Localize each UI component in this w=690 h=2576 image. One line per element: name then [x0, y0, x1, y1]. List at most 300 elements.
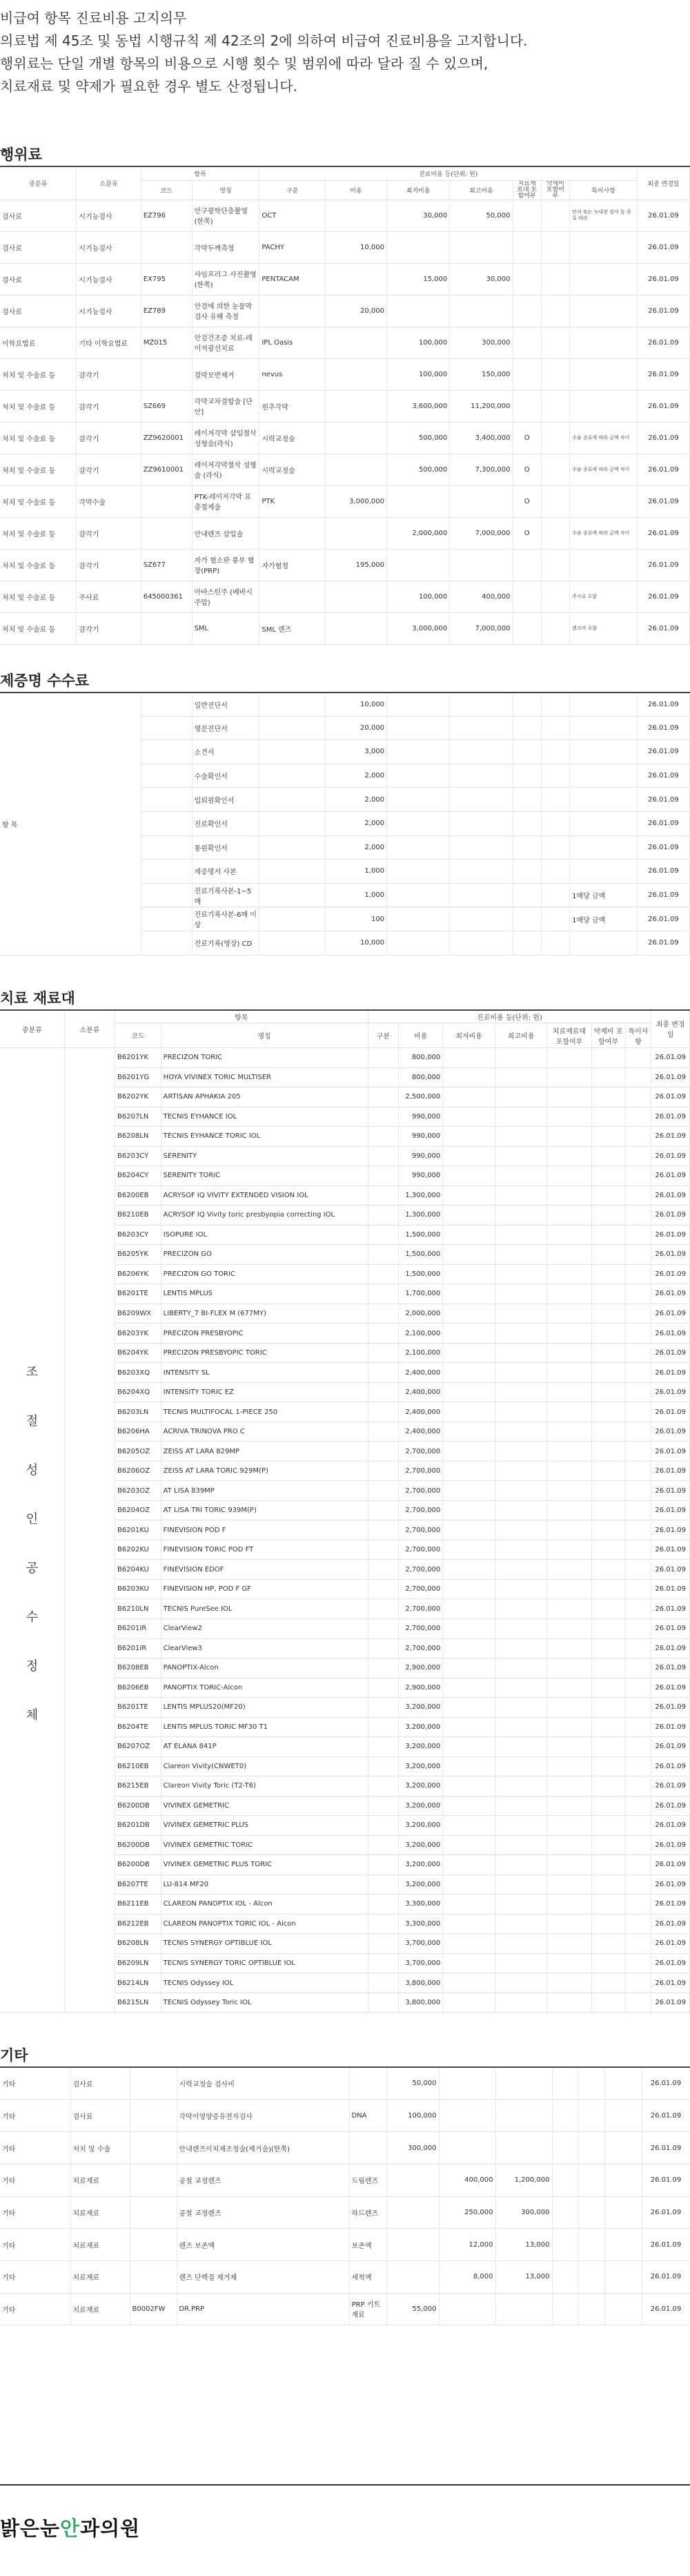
- cell-name: TECNIS Odyssey Toric IOL: [161, 1993, 368, 2013]
- empty-cell: [625, 1264, 651, 1284]
- cell-updated: 26.01.09: [651, 1422, 690, 1442]
- empty-cell: [578, 2260, 604, 2293]
- empty-cell: [443, 1107, 495, 1127]
- cell-name: SML: [192, 612, 259, 644]
- empty-cell: [450, 835, 513, 860]
- cell-name: 안내렌즈 삽입술: [192, 517, 259, 549]
- vertical-label-char: 공: [26, 1561, 39, 1576]
- cell-drug-incl: [541, 358, 569, 390]
- empty-cell: [443, 1756, 495, 1776]
- header-special: 특이사항: [625, 1023, 651, 1048]
- cell-cost: 3,000,000: [325, 485, 386, 517]
- empty-cell: [443, 1737, 495, 1757]
- cell-updated: 26.01.09: [637, 883, 689, 907]
- cell-cost: 195,000: [325, 549, 386, 581]
- cell-updated: 26.01.09: [651, 1146, 690, 1166]
- cell-cost: 2,700,000: [398, 1560, 442, 1580]
- cell-max: 7,000,000: [450, 612, 513, 644]
- header-name: 명칭: [161, 1023, 368, 1048]
- empty-cell: [625, 1127, 651, 1147]
- header-code: 코드: [115, 1023, 161, 1048]
- cell-cost: [325, 390, 386, 422]
- table-row: [0, 231, 690, 263]
- vertical-label-char: 조: [26, 1365, 39, 1380]
- empty-cell: [443, 1067, 495, 1087]
- header-drug-incl: 약제비 포함여부: [541, 180, 569, 200]
- cell-drug-incl: [541, 485, 569, 517]
- cell-major: 기타: [0, 2260, 70, 2293]
- empty-cell: [495, 1875, 547, 1895]
- cell-kind: SML 렌즈: [259, 612, 326, 644]
- empty-cell: [547, 1500, 591, 1520]
- cell-max: 50,000: [450, 200, 513, 231]
- cell-code: B6201IR: [115, 1618, 161, 1638]
- empty-cell: [443, 1875, 495, 1895]
- cell-updated: 26.01.09: [651, 1107, 690, 1127]
- empty-cell: [591, 1087, 625, 1107]
- cell-name: LENTIS MPLUS20(MF20): [161, 1698, 368, 1718]
- cell-special: [570, 231, 638, 263]
- empty-cell: [547, 1579, 591, 1599]
- empty-cell: [625, 1855, 651, 1875]
- cell-minor: 검사료: [70, 2067, 130, 2100]
- empty-cell: [541, 764, 569, 788]
- cell-code: B6204OZ: [115, 1500, 161, 1520]
- empty-cell: [547, 1481, 591, 1501]
- empty-cell: [513, 693, 541, 717]
- empty-cell: [141, 811, 192, 835]
- empty-cell: [443, 1048, 495, 1068]
- empty-cell: [368, 1067, 398, 1087]
- empty-cell: [547, 1835, 591, 1855]
- cell-name: LU-814 MF20: [161, 1875, 368, 1895]
- cell-cost: 2,000: [325, 764, 386, 788]
- cell-mat-incl: [513, 390, 541, 422]
- empty-cell: [547, 1382, 591, 1402]
- empty-cell: [625, 1993, 651, 2013]
- cell-cost: 1,500,000: [398, 1245, 442, 1265]
- empty-cell: [495, 1973, 547, 1993]
- clinic-logo[interactable]: [0, 2513, 140, 2541]
- empty-cell: [495, 1579, 547, 1599]
- cell-major: 처치 및 수술료 등: [0, 485, 77, 517]
- cell-mat-incl: [513, 200, 541, 231]
- empty-cell: [387, 716, 450, 740]
- cell-code: EZ796: [141, 200, 192, 231]
- cell-name: 아바스틴주 (베바시주맙): [192, 581, 259, 612]
- cell-updated: 26.01.09: [642, 2100, 690, 2132]
- empty-cell: [625, 1560, 651, 1580]
- header-max: 최고비용: [495, 1023, 547, 1048]
- empty-cell: [368, 1402, 398, 1422]
- empty-cell: [450, 883, 513, 907]
- cell-cost: 3,200,000: [398, 1835, 442, 1855]
- empty-cell: [443, 1225, 495, 1245]
- cell-cost: 2,400,000: [398, 1363, 442, 1383]
- cell-cost: 2,700,000: [398, 1579, 442, 1599]
- cell-major: 기타: [0, 2100, 70, 2132]
- cell-cost: [325, 612, 386, 644]
- empty-cell: [495, 1087, 547, 1107]
- empty-cell: [443, 1993, 495, 2013]
- cell-kind: [259, 581, 326, 612]
- empty-cell: [578, 2067, 604, 2100]
- cell-cost: 3,200,000: [398, 1698, 442, 1718]
- header-item: 항목: [115, 1010, 368, 1023]
- empty-cell: [495, 1343, 547, 1363]
- empty-cell: [541, 740, 569, 764]
- empty-cell: [495, 1756, 547, 1776]
- empty-cell: [547, 1540, 591, 1560]
- empty-cell: [591, 1658, 625, 1678]
- cell-min: 100,000: [387, 327, 450, 358]
- cell-updated: 26.01.09: [651, 1461, 690, 1481]
- empty-cell: [495, 1678, 547, 1698]
- empty-cell: [443, 1127, 495, 1147]
- empty-cell: [259, 740, 326, 764]
- cell-min: 8,000: [439, 2260, 495, 2293]
- cell-major: 처치 및 수술료 등: [0, 390, 77, 422]
- header-minor: 소분류: [77, 166, 141, 200]
- cell-updated: 26.01.09: [651, 1087, 690, 1107]
- empty-cell: [495, 1107, 547, 1127]
- cell-cost: [325, 358, 386, 390]
- empty-cell: [625, 1599, 651, 1619]
- cell-kind: 보존액: [349, 2229, 386, 2261]
- empty-cell: [552, 2293, 578, 2325]
- cell-mat-incl: O: [513, 517, 541, 549]
- empty-cell: [625, 1678, 651, 1698]
- cell-code: [141, 358, 192, 390]
- cell-name: 진료기록사본-6매 이상: [192, 907, 259, 931]
- cell-name: TECNIS SYNERGY TORIC OPTIBLUE IOL: [161, 1953, 368, 1973]
- empty-cell: [368, 1993, 398, 2013]
- cell-updated: 26.01.09: [651, 1914, 690, 1934]
- cell-special: 안저 또는 녹내장 검사 동 종류 따라: [570, 200, 638, 231]
- cell-cost: 990,000: [398, 1127, 442, 1147]
- cell-kind: 자가혈청: [259, 549, 326, 581]
- cell-cost: 2,700,000: [398, 1442, 442, 1462]
- empty-cell: [591, 1737, 625, 1757]
- empty-cell: [541, 811, 569, 835]
- empty-cell: [495, 1442, 547, 1462]
- cell-special: 렌즈비 포함: [570, 612, 638, 644]
- empty-cell: [495, 1599, 547, 1619]
- cell-max: [495, 2132, 552, 2165]
- vertical-label-char: 정: [26, 1659, 39, 1674]
- cell-updated: 26.01.09: [651, 1599, 690, 1619]
- cell-cost: 50,000: [386, 2067, 439, 2100]
- cell-cost: 1,500,000: [398, 1264, 442, 1284]
- empty-cell: [547, 1284, 591, 1304]
- empty-cell: [495, 1993, 547, 2013]
- empty-cell: [547, 1107, 591, 1127]
- empty-cell: [495, 1245, 547, 1265]
- cell-updated: 26.01.09: [651, 1875, 690, 1895]
- cell-cost: [325, 517, 386, 549]
- empty-cell: [495, 1382, 547, 1402]
- cell-max: [450, 549, 513, 581]
- empty-cell: [443, 1363, 495, 1383]
- cell-updated: 26.01.09: [651, 1402, 690, 1422]
- cell-major: 처치 및 수술료 등: [0, 517, 77, 549]
- empty-cell: [591, 1973, 625, 1993]
- cell-name: 안내렌즈이치제조정술(제거술)(한쪽): [177, 2132, 349, 2165]
- empty-cell: [368, 1363, 398, 1383]
- empty-cell: [259, 764, 326, 788]
- cell-updated: 26.01.09: [637, 200, 689, 231]
- empty-cell: [443, 1520, 495, 1540]
- cell-min: [387, 549, 450, 581]
- empty-cell: [495, 1618, 547, 1638]
- cell-max: 11,200,000: [450, 390, 513, 422]
- table-row: [0, 2132, 690, 2165]
- cell-name: 각막두께측정: [192, 231, 259, 263]
- empty-cell: [450, 811, 513, 835]
- cell-special: [570, 764, 638, 788]
- cell-min: [387, 231, 450, 263]
- empty-cell: [578, 2229, 604, 2261]
- cell-name: 공철 교정렌즈: [177, 2196, 349, 2229]
- empty-cell: [547, 1816, 591, 1836]
- empty-cell: [625, 1934, 651, 1954]
- cell-updated: 26.01.09: [651, 1520, 690, 1540]
- cell-kind: 시력교정술: [259, 422, 326, 454]
- cell-mat-incl: [513, 358, 541, 390]
- cell-major: 처치 및 수술료 등: [0, 358, 77, 390]
- empty-cell: [625, 1895, 651, 1915]
- empty-cell: [591, 1993, 625, 2013]
- empty-cell: [259, 716, 326, 740]
- empty-cell: [443, 1304, 495, 1324]
- header-kind: 구분: [368, 1023, 398, 1048]
- empty-cell: [495, 1264, 547, 1284]
- header-mat-incl: 치료재료대 포함여부: [547, 1023, 591, 1048]
- empty-cell: [552, 2067, 578, 2100]
- cell-code: B6205YK: [115, 1245, 161, 1265]
- cell-mat-incl: [513, 612, 541, 644]
- cell-drug-incl: [541, 549, 569, 581]
- cell-cost: 3,200,000: [398, 1855, 442, 1875]
- cell-updated: 26.01.09: [637, 931, 689, 955]
- header-updated: 최종 변경일: [651, 1010, 690, 1048]
- empty-cell: [495, 1895, 547, 1915]
- cell-code: B0002FW: [130, 2293, 177, 2325]
- cell-cost: 2,000: [325, 835, 386, 860]
- cell-updated: 26.01.09: [637, 231, 689, 263]
- cell-name: INTENSITY SL: [161, 1363, 368, 1383]
- empty-cell: [495, 1540, 547, 1560]
- empty-cell: [443, 1146, 495, 1166]
- cell-cost: 10,000: [325, 931, 386, 955]
- section-title-haengwi: 행위료: [0, 146, 42, 163]
- empty-cell: [443, 1442, 495, 1462]
- cell-special: [570, 390, 638, 422]
- cell-min: [439, 2132, 495, 2165]
- empty-cell: [591, 1934, 625, 1954]
- cell-max: 13,000: [495, 2229, 552, 2261]
- cell-code: B6210LN: [115, 1599, 161, 1619]
- cell-updated: 26.01.09: [651, 1225, 690, 1245]
- empty-cell: [259, 835, 326, 860]
- empty-cell: [625, 1658, 651, 1678]
- empty-cell: [591, 1560, 625, 1580]
- cell-code: B6214LN: [115, 1973, 161, 1993]
- cell-major: 처치 및 수술료 등: [0, 454, 77, 485]
- cell-name: ClearView3: [161, 1638, 368, 1658]
- empty-cell: [625, 1461, 651, 1481]
- cell-name: ZEISS AT LARA TORIC 929M(P): [161, 1461, 368, 1481]
- cell-code: [141, 485, 192, 517]
- empty-cell: [547, 1934, 591, 1954]
- cell-mat-incl: O: [513, 422, 541, 454]
- etc-table: [0, 2066, 690, 2325]
- empty-cell: [368, 1245, 398, 1265]
- header-major: 중분류: [0, 1010, 64, 1048]
- cell-updated: 26.01.09: [637, 454, 689, 485]
- cell-updated: 26.01.09: [651, 1678, 690, 1698]
- materials-minor-cell: [64, 1048, 115, 2013]
- empty-cell: [591, 1402, 625, 1422]
- empty-cell: [368, 1422, 398, 1442]
- cell-drug-incl: [541, 422, 569, 454]
- empty-cell: [368, 1579, 398, 1599]
- empty-cell: [443, 1895, 495, 1915]
- cell-code: B6206OZ: [115, 1461, 161, 1481]
- empty-cell: [368, 1658, 398, 1678]
- cell-cost: 2,000: [325, 811, 386, 835]
- cell-name: ACRYSOF IQ VIVITY EXTENDED VISION IOL: [161, 1185, 368, 1205]
- intro-line: 비급여 항목 진료비용 고지의무: [0, 10, 187, 26]
- empty-cell: [368, 1185, 398, 1205]
- header-cost: 비용: [398, 1023, 442, 1048]
- empty-cell: [591, 1579, 625, 1599]
- empty-cell: [547, 1324, 591, 1344]
- cell-updated: 26.01.09: [637, 612, 689, 644]
- cell-max: [495, 2100, 552, 2132]
- header-mat-incl: 치료재료대 포함여부: [513, 180, 541, 200]
- cell-name: ARTISAN APHAKIA 205: [161, 1087, 368, 1107]
- empty-cell: [450, 764, 513, 788]
- cell-cost: [325, 454, 386, 485]
- cell-name: LENTIS MPLUS: [161, 1284, 368, 1304]
- cell-kind: 원추각막: [259, 390, 326, 422]
- empty-cell: [591, 1048, 625, 1068]
- cell-special: 수술 종류에 따라 금액 차이: [570, 422, 638, 454]
- empty-cell: [604, 2229, 642, 2261]
- header-special: 특이사항: [570, 180, 638, 200]
- cell-drug-incl: [541, 612, 569, 644]
- empty-cell: [368, 1756, 398, 1776]
- cell-code: B6212EB: [115, 1914, 161, 1934]
- cell-updated: 26.01.09: [651, 1658, 690, 1678]
- cell-minor: 감각기: [77, 390, 141, 422]
- vertical-label-char: 인: [26, 1512, 39, 1527]
- cell-max: 400,000: [450, 581, 513, 612]
- empty-cell: [625, 1087, 651, 1107]
- section-title-cert: 제증명 수수료: [0, 672, 90, 689]
- cell-cost: 10,000: [325, 693, 386, 717]
- cell-special: [570, 788, 638, 812]
- empty-cell: [547, 1895, 591, 1915]
- empty-cell: [552, 2229, 578, 2261]
- empty-cell: [625, 1146, 651, 1166]
- cell-name: PTK-레이저각막 표층절제술: [192, 485, 259, 517]
- empty-cell: [443, 1540, 495, 1560]
- cell-cost: 55,000: [386, 2293, 439, 2325]
- header-name: 명칭: [192, 180, 259, 200]
- cell-cost: 3,300,000: [398, 1914, 442, 1934]
- cell-updated: 26.01.09: [651, 1343, 690, 1363]
- empty-cell: [591, 1382, 625, 1402]
- empty-cell: [625, 1500, 651, 1520]
- empty-cell: [450, 716, 513, 740]
- empty-cell: [141, 788, 192, 812]
- empty-cell: [591, 1343, 625, 1363]
- cell-name: TECNIS EYHANCE IOL: [161, 1107, 368, 1127]
- empty-cell: [495, 1717, 547, 1737]
- cell-drug-incl: [541, 581, 569, 612]
- cell-name: ClearView2: [161, 1618, 368, 1638]
- cell-updated: 26.01.09: [637, 811, 689, 835]
- empty-cell: [591, 1855, 625, 1875]
- intro-line: 치료재료 및 약제가 필요한 경우 별도 산정됩니다.: [0, 78, 297, 95]
- header-cost-group: 진료비용 등(단위: 원): [368, 1010, 651, 1023]
- cell-code: B6201DB: [115, 1816, 161, 1836]
- cell-cost: 2,000,000: [398, 1304, 442, 1324]
- empty-cell: [450, 860, 513, 884]
- empty-cell: [141, 931, 192, 955]
- cell-updated: 26.01.09: [651, 1324, 690, 1344]
- cell-name: ACRIVA TRINOVA PRO C: [161, 1422, 368, 1442]
- cell-mat-incl: [513, 549, 541, 581]
- empty-cell: [495, 1127, 547, 1147]
- cell-code: B6207LN: [115, 1107, 161, 1127]
- cell-updated: 26.01.09: [651, 1442, 690, 1462]
- cell-minor: 시기능검사: [77, 200, 141, 231]
- cell-code: [130, 2132, 177, 2165]
- footer-divider: [0, 2484, 690, 2486]
- empty-cell: [368, 1205, 398, 1226]
- cell-name: ACRYSOF IQ Vivity toric presbyopia correcting IOL: [161, 1205, 368, 1226]
- cell-code: B6203KU: [115, 1579, 161, 1599]
- cell-kind: [259, 295, 326, 327]
- cell-updated: 26.01.09: [637, 716, 689, 740]
- empty-cell: [591, 1107, 625, 1127]
- cell-drug-incl: [541, 454, 569, 485]
- empty-cell: [591, 1324, 625, 1344]
- empty-cell: [513, 883, 541, 907]
- cell-cost: 100: [325, 907, 386, 931]
- cell-cost: 990,000: [398, 1166, 442, 1186]
- cell-name: LIBERTY_7 BI-FLEX M (677MY): [161, 1304, 368, 1324]
- cell-cost: 3,200,000: [398, 1756, 442, 1776]
- cell-code: B6204KU: [115, 1560, 161, 1580]
- cell-cost: 3,800,000: [398, 1973, 442, 1993]
- cell-name: 시력교정술 검사비: [177, 2067, 349, 2100]
- empty-cell: [541, 788, 569, 812]
- empty-cell: [591, 1166, 625, 1186]
- empty-cell: [541, 907, 569, 931]
- cell-major: 기타: [0, 2132, 70, 2165]
- cell-updated: 26.01.09: [642, 2293, 690, 2325]
- cell-max: [450, 485, 513, 517]
- cell-name: TECNIS MULTIFOCAL 1-PIECE 250: [161, 1402, 368, 1422]
- table-row: [0, 693, 690, 717]
- cell-mat-incl: O: [513, 454, 541, 485]
- empty-cell: [368, 1638, 398, 1658]
- table-row: [0, 2100, 690, 2132]
